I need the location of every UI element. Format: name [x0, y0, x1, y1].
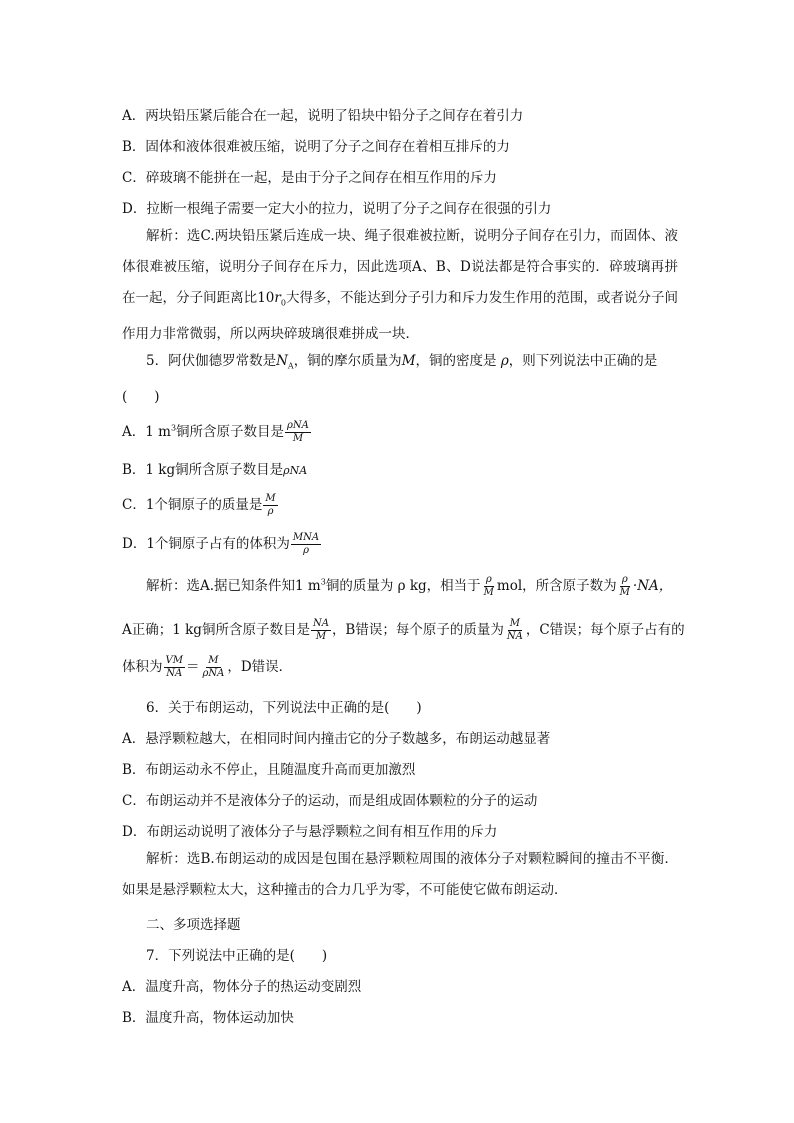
q4-option-a: A．两块铅压紧后能合在一起，说明了铅块中铅分子之间存在着引力 [122, 108, 524, 124]
q7-option-b: B．温度升高，物体运动加快 [122, 1010, 294, 1026]
q5-option-d: D．1个铜原子占有的体积为 $\frac{\text{MNA}}{\rho}$ [122, 532, 320, 556]
q7-stem: 7．下列说法中正确的是( ) [146, 948, 328, 964]
section-heading: 二、多项选择题 [146, 917, 241, 933]
q6-analysis: 解析：选B.布朗运动的成因是包围在悬浮颗粒周围的液体分子对颗粒瞬间的撞击不平衡．如果是悬浮颗粒太大，这种撞击的合力几乎为零，不可能使它做布朗运动． [122, 851, 678, 898]
q6-option-b: B．布朗运动永不停止，且随温度升高而更加激烈 [122, 762, 416, 778]
q5-analysis-line1: 解析：选A.据已知条件知1 $m^3$铜的质量为 ρ kg，相当于 $\frac{\rho}{M}$ mol，所含原子数为 $\frac{\rho}{M}$ ·NA， [146, 574, 673, 598]
q4-option-d: D．拉断一根绳子需要一定大小的拉力，说明了分子之间存在很强的引力 [122, 201, 552, 217]
q6-option-a: A．悬浮颗粒越大，在相同时间内撞击它的分子数越多，布朗运动越显著 [122, 731, 551, 747]
q6-stem: 6．关于布朗运动，下列说法中正确的是( ) [146, 700, 422, 716]
q5-option-b: B．1 kg铜所含原子数目是ρNA [122, 462, 308, 478]
q6-option-d: D．布朗运动说明了液体分子与悬浮颗粒之间有相互作用的斥力 [122, 824, 498, 840]
q4-option-b: B．固体和液体很难被压缩，说明了分子之间存在着相互排斥的力 [122, 139, 510, 155]
q5-paren: ( ) [122, 389, 160, 405]
q4-analysis: 解析：选C.两块铅压紧后连成一块、绳子很难被拉断，说明分子间存在引力，而固体、液体很难被压缩，说明分子间存在斥力，因此选项A、B、D说法都是符合事实的．碎玻璃再拼在一起，分子间距离比$10r_0$大得多，不能达到分子引力和斥力发生作用的范围，或者说分子间作用力非常微弱，所以两块碎玻璃很难拼成一块． [122, 228, 678, 342]
q5-analysis-line3: 体积为 $\frac{VM}{NA}$ ＝ $\frac{M}{\text{ρNA}}$ ，D错误． [122, 655, 293, 679]
q4-option-c: C．碎玻璃不能拼在一起，是由于分子之间存在相互作用的斥力 [122, 170, 497, 186]
q5-option-a: A．1 $m^3$铜所含原子数目是 $\frac{\text{ρNA}}{M}$ [122, 420, 309, 444]
q5-analysis-line2: A正确；1 kg铜所含原子数目是 $\frac{NA}{M}$ ，B错误；每个原子的质量为 $\frac{M}{NA}$ ，C错误；每个原子占有的 [122, 618, 685, 642]
q5-option-c: C．1个铜原子的质量是 $\frac{M}{\rho}$ [122, 493, 276, 517]
q6-option-c: C．布朗运动并不是液体分子的运动，而是组成固体颗粒的分子的运动 [122, 793, 538, 809]
q5-stem: 5．阿伏伽德罗常数是$N_A$，铜的摩尔质量为M，铜的密度是 ρ，则下列说法中正确的是 [146, 353, 658, 371]
q7-option-a: A．温度升高，物体分子的热运动变剧烈 [122, 979, 362, 995]
